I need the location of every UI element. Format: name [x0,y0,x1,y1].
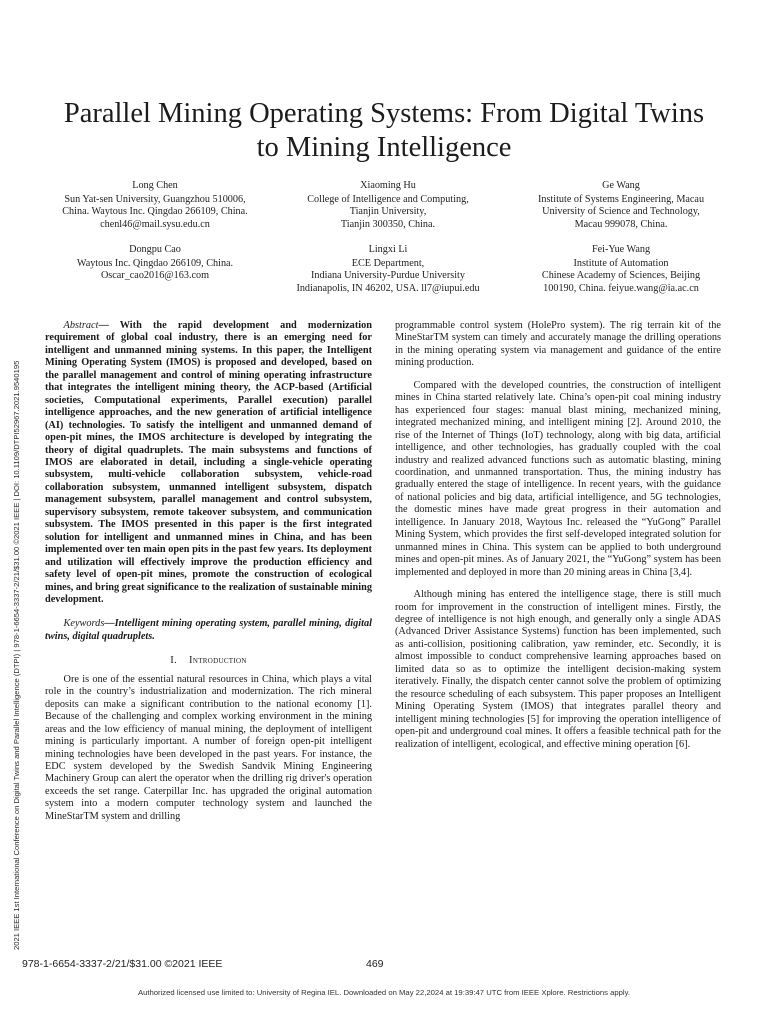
body-paragraph: programmable control system (HolePro system). The rig terrain kit of the MineStarTM system can timely and accurately manage the drilling operations in the mining operating system via management and guidance of the entire mining production. [395,320,721,369]
body-paragraph: Compared with the developed countries, the construction of intelligent mines in China started relatively late. China’s open-pit coal mining industry has experienced four stages: manual blast mining, mechanized mining, integrated mechanized mining, and intelligent mining [2]. Around 2010, the rise of the Internet of Things (IoT) technology, along with big data, artificial intelligence, and other technologies, has gradually coupled with the coal industry and realized advanced functions such as automatic blasting, mining coordination, and unmanned transportation. Thus, the mining industry has gradually entered the stage of intelligence. In recent years, with the guidance of national policies and big data, artificial intelligence, and 5G technologies, the domestic mines have made great progress in their automation and intelligence. In January 2018, Waytous Inc. released the “YuGong” Parallel Mining System, which provides the first self-developed integrated solution for unmanned mines in China. This system can be applied to both underground mines and open-pit mines. As of January 2021, the “YuGong” system has been implemented and deployed in more than 20 mining areas in China [3,4]. [395,379,721,578]
right-column [395,320,721,761]
sidebar-text: 2021 IEEE 1st International Conference on Digital Twins and Parallel Intelligence (DTPI) | 978-1-6654-3337-2/21/$31.00 ©2021 IEEE | DOI: 10.1109/DTPI52967.2021.9540195 [12,360,21,950]
keywords-text: —Intelligent mining operating system, parallel mining, digital twins, digital quadruplets. [45,618,372,642]
author-card [506,180,736,231]
author-name: Long Chen [132,180,178,191]
paper-title: Parallel Mining Operating Systems: From Digital Twins to Mining Intelligence [63,98,705,163]
author-affiliation: Institute of Systems Engineering, Macau University of Science and Technology, Macau 999078, China. [537,193,705,230]
author-affiliation: Waytous Inc. Qingdao 266109, China. Oscar_cao2016@163.com [76,257,234,282]
copyright-footer: 978-1-6654-3337-2/21/$31.00 ©2021 IEEE [22,958,223,970]
abstract [45,320,372,606]
author-name: Dongpu Cao [129,244,181,255]
body-paragraph: Ore is one of the essential natural resources in China, which plays a vital role in the country’s industrialization and modernization. The rich mineral deposits can make a significant contribution to the national economy [1]. Because of the challenging and complex working environment in the mining areas and the low efficiency of manual mining, the deployment of intelligent mining is particularly important. A number of foreign open-pit intelligent mining technologies have been developed in the past years. For instance, the EDC system developed by the Swedish Sandvik Mining Engineering Machinery Group can alert the operator when the drilling rig driver's operation exceeds the set range. Caterpillar Inc. has upgraded the original automation system into a modern computer technology system and launched the MineStarTM system and drilling [45,673,372,822]
author-name: Fei-Yue Wang [591,244,651,255]
author-card [40,244,270,283]
license-notice: Authorized licensed use limited to: University of Regina IEL. Downloaded on May 22,2024 at 19:39:47 UTC from IEEE Xplore. Restrictions apply. [137,988,631,997]
author-card [40,180,270,231]
section-number: I. [170,655,178,667]
author-name: Ge Wang [602,180,640,191]
author-name: Xiaoming Hu [360,180,416,191]
section-heading [45,655,372,667]
abstract-label: Abstract [63,320,99,331]
author-affiliation: Sun Yat-sen University, Guangzhou 510006, China. Waytous Inc. Qingdao 266109, China. chenl46@mail.sysu.edu.cn [62,193,248,230]
conference-doi-sidebar [11,262,25,950]
author-card [506,244,736,295]
author-affiliation: Institute of Automation Chinese Academy of Sciences, Beijing 100190, China. feiyue.wang@ia.ac.cn [541,257,701,294]
abstract-text: — With the rapid development and modernization requirement of global coal industry, there is an emerging need for intelligent and unmanned mining systems. In this paper, the Intelligent Mining Operating System (IMOS) is proposed and developed, based on the parallel management and control of mining operating infrastructure that integrates the intelligent mining theory, the ACP-based (Artificial societies, Computational experiments, Parallel execution) parallel intelligence approaches, and the new generation of artificial intelligence (AI) technologies. To satisfy the intelligent and unmanned demand of open-pit mines, the IMOS architecture is developed by integrating the theory of digital quadruplets. The main subsystems and functions of IMOS are elaborated in detail, including a single-vehicle operating subsystem, multi-vehicle collaboration subsystem, vehicle-road collaboration subsystem, unmanned intelligent subsystem, dispatch management subsystem, parallel management and control subsystem, supervisory subsystem, remote takeover subsystem, and communication subsystem. The IMOS presented in this paper is the first integrated solution for intelligent and unmanned mines in China, and has been implemented over ten main open pits in the past few years. Its deployment and utilization will effectively improve the production efficiency and safety level of open-pit mines, promote the construction of ecological mines, and bring great significance to the realization of sustainable mining development. [45,320,372,605]
left-column [45,320,372,833]
author-affiliation: College of Intelligence and Computing, Tianjin University, Tianjin 300350, China. [307,193,469,230]
page-number: 469 [366,958,384,970]
body-paragraph: Although mining has entered the intelligence stage, there is still much room for improvement in the construction of intelligent mines. Firstly, the degree of intelligence is not high enough, and generally only a single ADAS (Advanced Driver Assistance Systems) function has been implemented, such as anti-collision, positioning calibration, yaw reminder, etc. Secondly, it is almost impossible to conduct comprehensive learning approaches based on limited data so as to optimize the intelligent decision-making system iteratively. Finally, the dispatch center cannot solve the problem of optimizing the resource scheduling of each subsystem. This paper proposes an Intelligent Mining Operating System (IMOS) that integrates parallel theory and intelligent mining technologies [5] for improving the operation intelligence of open-pit and underground coal mines. It offers a feasible technical path for the realization of intelligent, ecological, and effective mining operation [6]. [395,589,721,750]
author-card [273,244,503,295]
author-affiliation: ECE Department, Indiana University-Purdue University Indianapolis, IN 46202, USA. ll7@iupui.edu [296,257,480,294]
keywords-label: Keywords [63,618,105,630]
author-card [273,180,503,231]
author-name: Lingxi Li [368,244,408,255]
keywords [45,618,372,643]
section-title: Introduction [189,655,247,667]
